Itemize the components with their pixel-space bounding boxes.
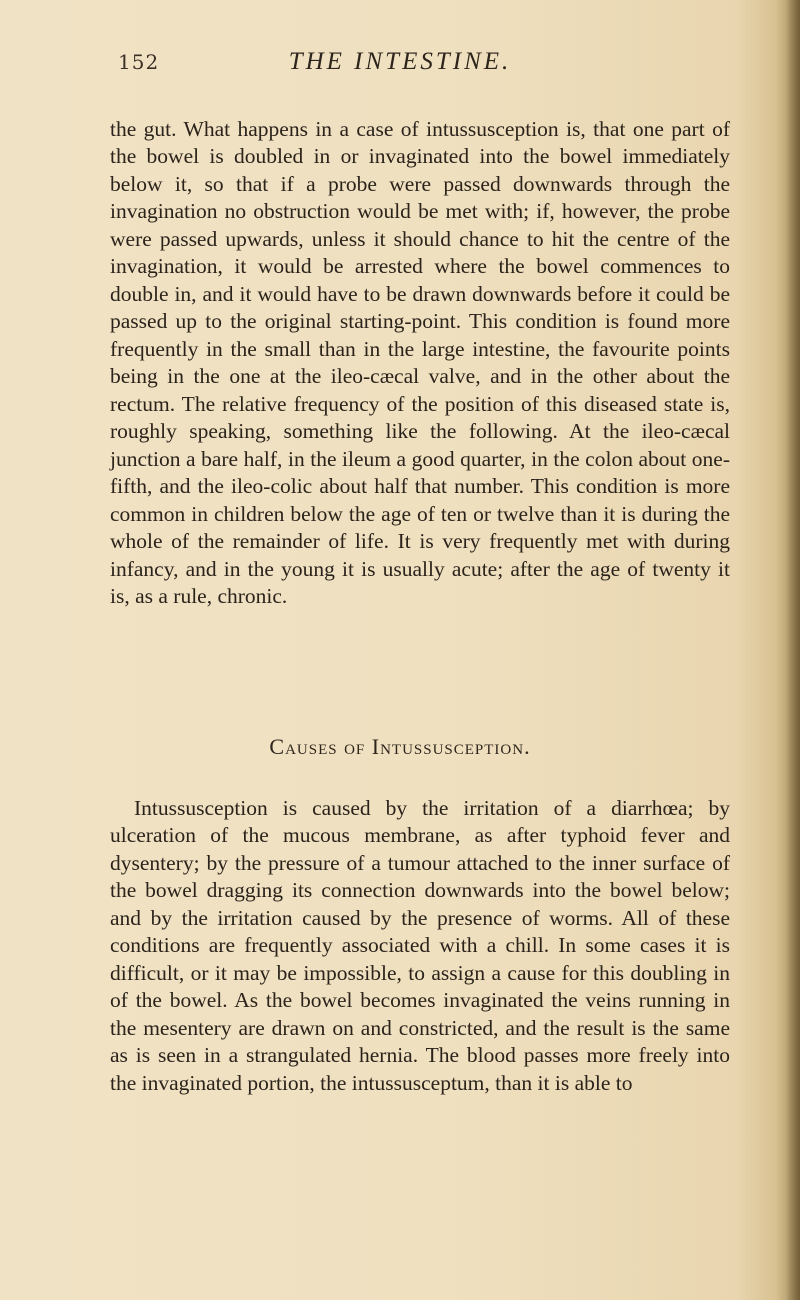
body-paragraph-1: the gut. What happens in a case of intussusception is, that one part of the bowel is doubled in or invaginated into the bowel immediately below it, so that if a probe were passed downwards through the invagination no obstruction would be met with; if, however, the probe were passed upwards, unless it should chance to hit the centre of the invagination, it would be arrested where the bowel commences to double in, and it would have to be drawn downwards before it could be passed up to the original starting-point. This condition is found more frequently in the small than in the large intestine, the favourite points being in the one at the ileo-cæcal valve, and in the other about the rectum. The relative frequency of the position of this diseased state is, roughly speaking, something like the following. At the ileo-cæcal junction a bare half, in the ileum a good quarter, in the colon about one-fifth, and the ileo-colic about half that number. This condition is more common in children below the age of ten or twelve than it is during the whole of the remainder of life. It is very frequently met with during infancy, and in the young it is usually acute; after the age of twenty it is, as a rule, chronic. <box>110 116 730 608</box>
running-title: THE INTESTINE. <box>288 48 512 75</box>
page-header <box>0 44 800 84</box>
section-heading: Causes of Intussusception. <box>269 734 531 759</box>
body-paragraph-2: Intussusception is caused by the irritation of a diarrhœa; by ulceration of the mucous membrane, as after typhoid fever and dysentery; by the pressure of a tumour attached to the inner surface of the bowel dragging its connection downwards into the bowel below; and by the irritation caused by the presence of worms. All of these conditions are frequently associated with a chill. In some cases it is difficult, or it may be impossible, to assign a cause for this doubling in of the bowel. As the bowel becomes invaginated the veins running in the mesentery are drawn on and constricted, and the result is the same as is seen in a strangulated hernia. The blood passes more freely into the invaginated portion, the intussusceptum, than it is able to <box>110 795 730 1095</box>
page-edge-shadow <box>786 0 800 1300</box>
page-number: 152 <box>118 50 160 74</box>
